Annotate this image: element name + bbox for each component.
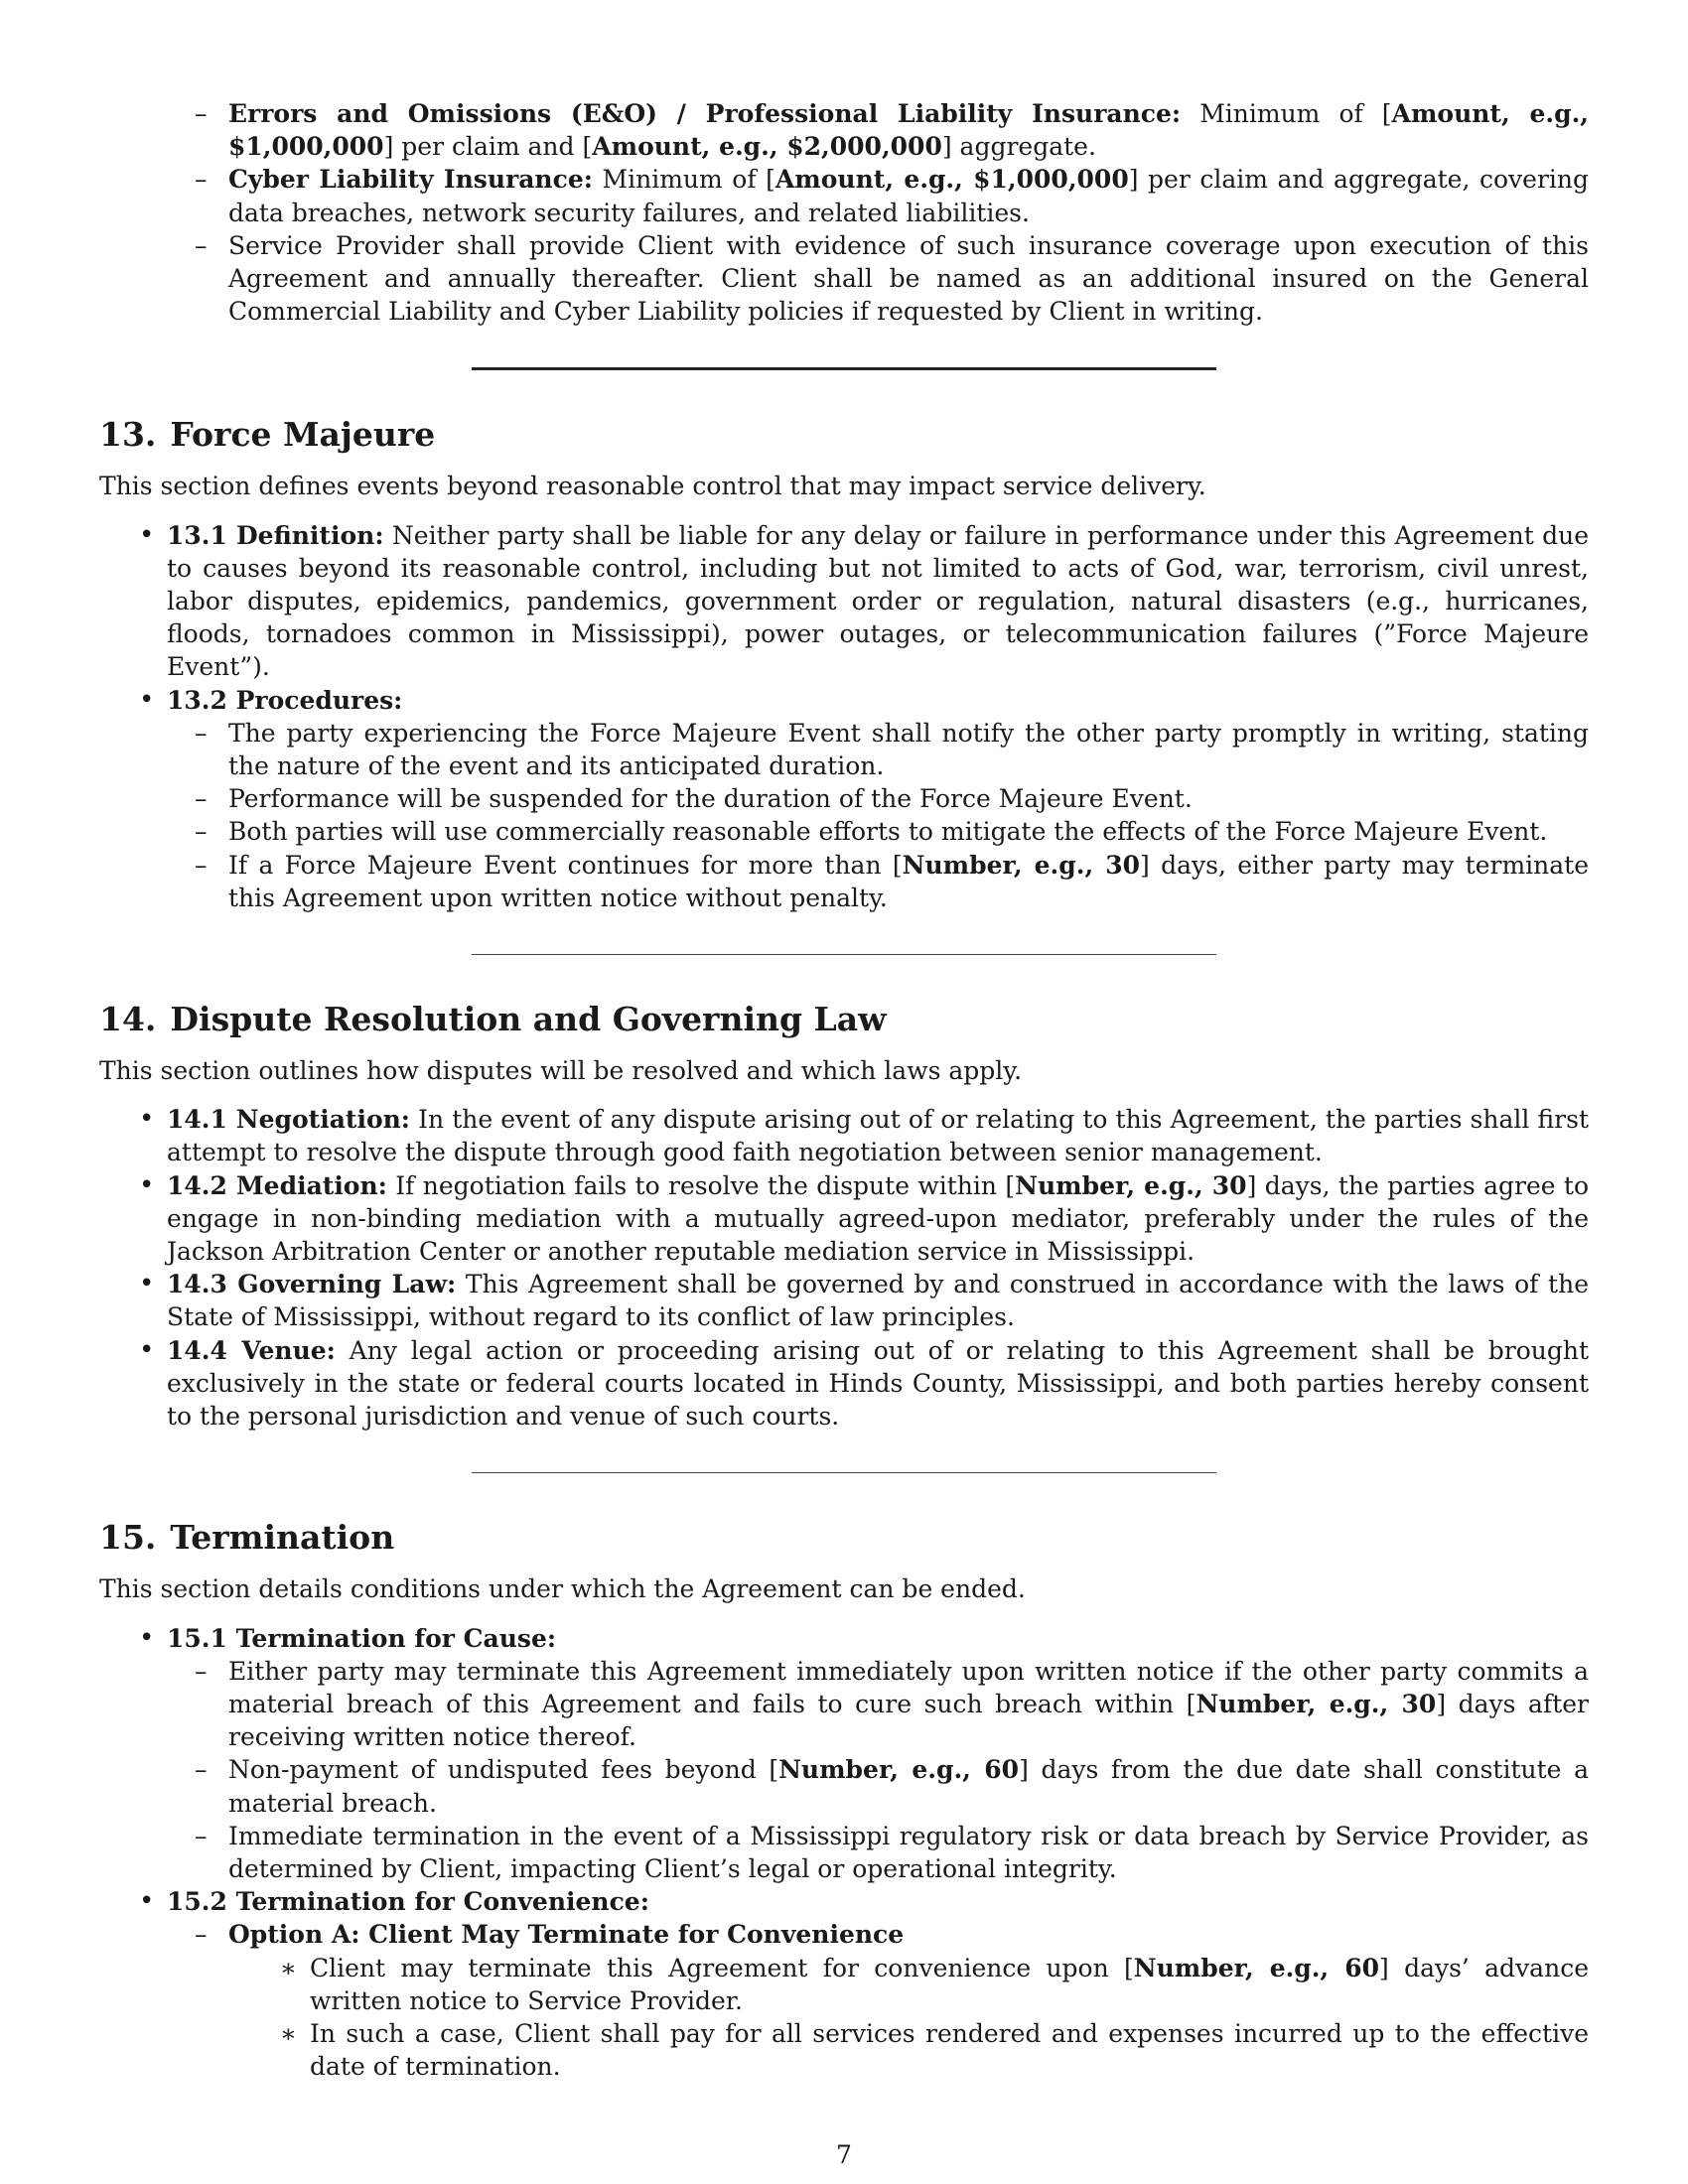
section-14-intro: This section outlines how disputes will be resolved and which laws apply. (99, 1056, 1023, 1086)
procedure-item (195, 849, 1589, 914)
text-run: ] days, either party may terminate this Agreement upon written notice without penalty. (228, 850, 1589, 912)
convenience-list (195, 1918, 1589, 2083)
section-15-heading (99, 1517, 1589, 1559)
section-number: 14. (99, 1000, 157, 1039)
section-14-heading (99, 999, 1589, 1040)
section-divider (472, 954, 1216, 955)
clause-label: 13.1 Definition: (167, 520, 384, 550)
insurance-item-cyber (195, 163, 1589, 228)
text-run: ] days, the parties agree to engage in non-binding mediation with a mutually agreed-upon mediator, preferably under the rules of the Jackson Arbitration Center or another reputable mediation service in Mississippi. (167, 1170, 1589, 1267)
section-13-heading (99, 414, 1589, 456)
clause-15-2 (139, 1885, 1589, 2083)
section-title: Termination (170, 1518, 395, 1558)
clause-14-3 (139, 1268, 1589, 1333)
text-run: ] days’ advance written notice to Service Provider. (310, 1953, 1589, 2015)
option-a-item (280, 2017, 1589, 2083)
text-run: Client may terminate this Agreement for convenience upon [ (310, 1953, 1134, 1982)
bold-text: Amount, e.g., $1,000,000 (228, 99, 1589, 162)
procedure-item (195, 782, 1589, 815)
text-run: The party experiencing the Force Majeure Event shall notify the other party promptly in writing, stating the nature of the event and its anticipated duration. (228, 718, 1589, 781)
section-14-list (139, 1103, 1589, 1433)
section-divider (472, 1472, 1216, 1473)
text-run: ] days from the due date shall constitute a material breach. (228, 1755, 1589, 1818)
text-run: In such a case, Client shall pay for all services rendered and expenses incurred up to the effective date of termination. (310, 2018, 1589, 2082)
text-run: This Agreement shall be governed by and construed in accordance with the laws of the State of Mississippi, without regard to its conflict of law principles. (167, 1270, 1590, 1332)
bold-text: Number, e.g., 30 (1015, 1170, 1247, 1200)
bold-text: Amount, e.g., $2,000,000 (592, 132, 942, 162)
text-run: ] per claim and [ (383, 132, 593, 162)
cause-list (195, 1655, 1589, 1885)
text-run: Performance will be suspended for the duration of the Force Majeure Event. (228, 784, 1193, 814)
option-a-label: Option A: Client May Terminate for Convenience (228, 1920, 905, 1950)
section-title: Dispute Resolution and Governing Law (170, 1000, 887, 1039)
bold-text: Number, e.g., 30 (1196, 1689, 1437, 1718)
bold-text: Number, e.g., 60 (778, 1755, 1020, 1785)
bold-text: Errors and Omissions (E&O) / Professional Liability Insurance: (228, 99, 1182, 128)
option-a-item (280, 1952, 1589, 2017)
text-run: Service Provider shall provide Client with evidence of such insurance coverage upon execution of this Agreement and annually thereafter. Client shall be named as an additional insured on the General Commercial Liability and Cyber Liability policies if requested by Client in writing. (228, 230, 1589, 327)
cause-item (195, 1753, 1589, 1819)
clause-label: 13.2 Procedures: (167, 685, 403, 715)
section-divider (472, 367, 1216, 370)
section-number: 15. (99, 1518, 157, 1558)
text-run: ] days after receiving written notice thereof. (228, 1689, 1590, 1752)
text-run: Immediate termination in the event of a Mississippi regulatory risk or data breach by Service Provider, as determined by Client, impacting Client’s legal or operational integrity. (228, 1821, 1589, 1883)
bold-text: 14.3 Governing Law: (167, 1270, 457, 1299)
clause-15-1 (139, 1622, 1589, 1886)
section-15-intro: This section details conditions under which the Agreement can be ended. (99, 1574, 1026, 1604)
clause-label: 15.2 Termination for Convenience: (167, 1887, 649, 1917)
section-title: Force Majeure (170, 415, 436, 455)
section-15-list (139, 1622, 1589, 2084)
text-run: ] per claim and aggregate, covering data breaches, network security failures, and related liabilities. (228, 165, 1589, 227)
text-run: Any legal action or proceeding arising out of or relating to this Agreement shall be brought exclusively in the state or federal courts located in Hinds County, Mississippi, and both parties hereby consent to the personal jurisdiction and venue of such courts. (167, 1335, 1590, 1432)
text-run: In the event of any dispute arising out of or relating to this Agreement, the parties shall first attempt to resolve the dispute through good faith negotiation between senior management. (167, 1105, 1589, 1167)
option-a-list (280, 1952, 1589, 2084)
insurance-item-eo (195, 97, 1589, 163)
insurance-list (195, 97, 1589, 328)
clause-14-1 (139, 1103, 1589, 1168)
bold-text: 14.1 Negotiation: (167, 1105, 411, 1135)
clause-14-4 (139, 1334, 1589, 1433)
clause-label: 15.1 Termination for Cause: (167, 1623, 557, 1653)
cause-item (195, 1655, 1589, 1754)
bold-text: Cyber Liability Insurance: (228, 165, 593, 195)
bold-text: Number, e.g., 60 (1133, 1953, 1380, 1982)
text-run: If a Force Majeure Event continues for more than [ (228, 850, 903, 880)
insurance-item-evidence (195, 229, 1589, 329)
clause-14-2 (139, 1169, 1589, 1269)
cause-item (195, 1820, 1589, 1885)
bold-text: Number, e.g., 30 (902, 850, 1141, 880)
section-13-intro: This section defines events beyond reasonable control that may impact service delivery. (99, 472, 1206, 501)
bold-text: 14.4 Venue: (167, 1335, 336, 1365)
page-number: 7 (836, 2140, 852, 2169)
procedures-list (195, 717, 1589, 914)
text-run: ] aggregate. (941, 132, 1096, 162)
clause-13-1 (139, 519, 1589, 684)
text-run: Both parties will use commercially reasonable efforts to mitigate the effects of the Force Majeure Event. (228, 817, 1548, 847)
section-13-list (139, 519, 1589, 914)
option-a (195, 1918, 1589, 2083)
text-run: Either party may terminate this Agreement immediately upon written notice if the other party commits a material breach of this Agreement and fails to cure such breach within [ (228, 1656, 1589, 1718)
bold-text: Amount, e.g., $1,000,000 (774, 165, 1129, 195)
clause-13-2 (139, 684, 1589, 914)
text-run: Non-payment of undisputed fees beyond [ (228, 1755, 779, 1785)
text-run: Minimum of [ (592, 165, 775, 195)
text-run: Minimum of [ (1181, 99, 1392, 128)
section-number: 13. (99, 415, 157, 455)
bold-text: 14.2 Mediation: (167, 1170, 387, 1200)
procedure-item (195, 815, 1589, 848)
clause-text: Neither party shall be liable for any delay or failure in performance under this Agreement due to causes beyond its reasonable control, including but not limited to acts of God, war, terrorism, civil unrest, labor disputes, epidemics, pandemics, government order or regulation, natural disasters (e.g., hurricanes, floods, tornadoes common in Mississippi), power outages, or telecommunication failures (”Force Majeure Event”). (167, 520, 1589, 682)
text-run: If negotiation fails to resolve the dispute within [ (386, 1170, 1016, 1200)
procedure-item (195, 717, 1589, 782)
